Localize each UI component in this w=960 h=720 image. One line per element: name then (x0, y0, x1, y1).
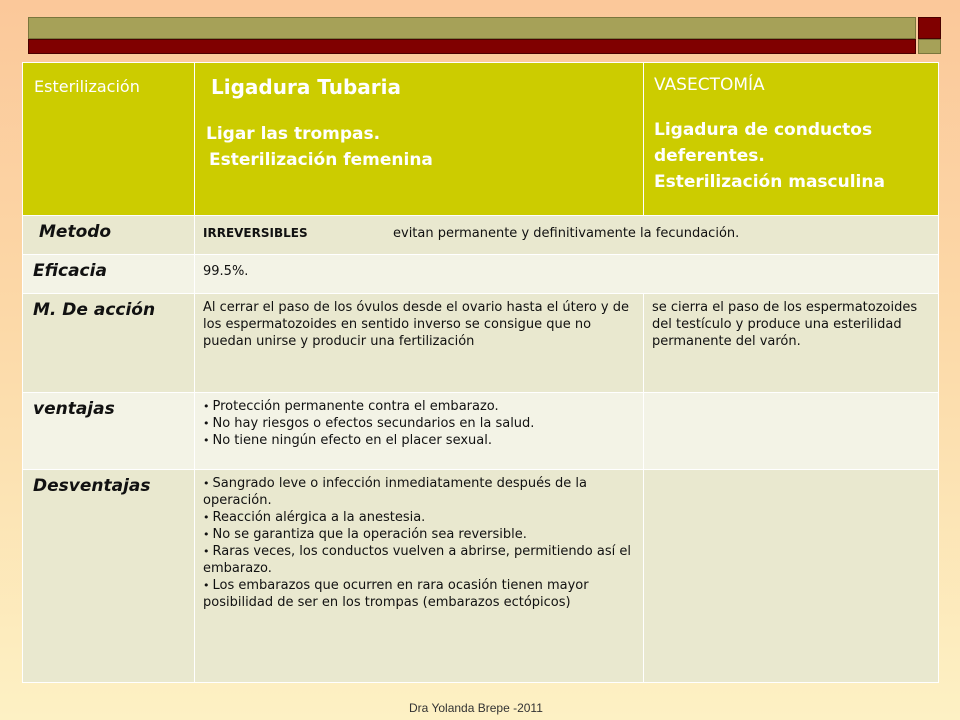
table-row-ventajas (23, 393, 939, 470)
desventajas-empty-cell (644, 470, 939, 683)
desventajas-list (195, 470, 643, 617)
list-item: • No hay riesgos o efectos secundarios en la salud. (203, 416, 535, 431)
list-item: • Reacción alérgica a la anestesia. (203, 510, 426, 525)
decorative-red-square (918, 17, 941, 39)
bullet-icon: • (203, 400, 210, 413)
metodo-text (195, 216, 938, 248)
header-vasectomia-title: VASECTOMÍA (654, 75, 765, 95)
header-label: Esterilización (34, 77, 140, 96)
table-row-eficacia (23, 255, 939, 294)
row-label-cell (23, 294, 195, 393)
table-row-accion (23, 294, 939, 393)
ventajas-empty-cell (644, 393, 939, 470)
list-item: • Protección permanente contra el embarazo. (203, 399, 499, 414)
decorative-olive-bar (28, 17, 916, 39)
accion-male-text: se cierra el paso de los espermatozoides del testículo y produce una esterilidad permanente del varón. (652, 300, 918, 349)
bullet-icon: • (203, 477, 210, 490)
metodo-value-cell (195, 216, 939, 255)
header-ligadura-line1: Ligar las trompas. (206, 124, 381, 144)
row-label-metodo: Metodo (39, 222, 112, 242)
header-title-ligadura: Ligadura Tubaria (211, 75, 401, 99)
header-vasectomia-line2: Esterilización masculina (654, 172, 885, 192)
ventajas-list-cell (195, 393, 644, 470)
header-cell-vasectomia (644, 63, 939, 216)
metodo-keyword: IRREVERSIBLES (203, 226, 308, 240)
decorative-olive-square (918, 39, 941, 54)
header-cell-ligadura-tubaria (195, 63, 644, 216)
row-label-cell (23, 393, 195, 470)
list-item: • Los embarazos que ocurren en rara ocasión tienen mayor posibilidad de ser en los trompas (embarazos ectópicos) (203, 578, 589, 610)
bullet-icon: • (203, 545, 210, 558)
metodo-description: evitan permanente y definitivamente la fecundación. (393, 226, 740, 241)
accion-female-text: Al cerrar el paso de los óvulos desde el ovario hasta el útero y de los espermatozoides en sentido inverso se consigue que no puedan unirse y producir una fertilización (203, 300, 629, 349)
ventajas-list (195, 393, 643, 455)
bullet-icon: • (203, 511, 210, 524)
list-item: • No se garantiza que la operación sea reversible. (203, 527, 527, 542)
comparison-table (22, 62, 939, 683)
table-header-row (23, 63, 939, 216)
row-label-cell (23, 216, 195, 255)
bullet-icon: • (203, 579, 210, 592)
row-label-desventajas: Desventajas (33, 476, 151, 496)
footer-credit: Dra Yolanda Brepe -2011 (409, 701, 543, 715)
header-ligadura-line2: Esterilización femenina (209, 150, 433, 170)
header-vasectomia-line1: Ligadura de conductos deferentes. (654, 120, 873, 166)
header-cell-esterilizacion (23, 63, 195, 216)
row-label-cell (23, 255, 195, 294)
row-label-eficacia: Eficacia (33, 261, 107, 281)
row-label-ventajas: ventajas (33, 399, 115, 419)
decorative-red-bar (28, 39, 916, 54)
list-item: • Raras veces, los conductos vuelven a abrirse, permitiendo así el embarazo. (203, 544, 631, 576)
list-item: • No tiene ningún efecto en el placer sexual. (203, 433, 492, 448)
desventajas-list-cell (195, 470, 644, 683)
eficacia-value-cell (195, 255, 939, 294)
accion-female-cell (195, 294, 644, 393)
row-label-accion: M. De acción (33, 300, 156, 320)
bullet-icon: • (203, 528, 210, 541)
row-label-cell (23, 470, 195, 683)
table-row-desventajas (23, 470, 939, 683)
accion-male-cell (644, 294, 939, 393)
eficacia-value: 99.5%. (203, 264, 249, 279)
bullet-icon: • (203, 417, 210, 430)
bullet-icon: • (203, 434, 210, 447)
list-item: • Sangrado leve o infección inmediatamente después de la operación. (203, 476, 587, 508)
table-row-metodo (23, 216, 939, 255)
